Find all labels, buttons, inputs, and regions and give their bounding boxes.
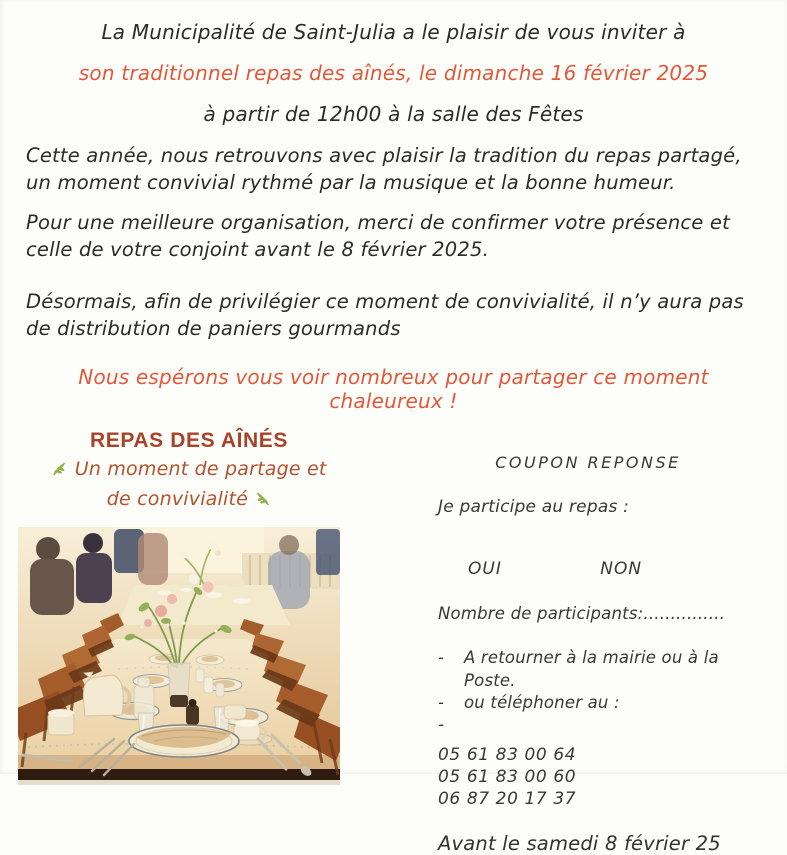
repas-title: REPAS DES AÎNÉS	[89, 429, 289, 453]
participants-label: Nombre de participants:...............	[438, 604, 726, 624]
coupon-title: COUPON REPONSE	[495, 453, 681, 473]
leaf-sprig-icon	[51, 459, 68, 486]
option-non: NON	[600, 559, 643, 580]
instruction-item	[438, 714, 763, 736]
options-row	[438, 559, 763, 579]
phone-number: 06 87 20 17 37	[438, 789, 577, 810]
deadline-text: Avant le samedi 8 février 25	[438, 832, 721, 855]
instruction-text: ou téléphoner au :	[464, 692, 620, 712]
dash-marker: -	[438, 714, 445, 734]
option-oui: OUI	[468, 559, 502, 580]
highlight-line: Nous espérons vous voir nombreux pour partager ce moment chaleureux !	[78, 365, 709, 414]
paragraph-paniers: Désormais, afin de privilégier ce moment de convivialité, il n’y aura pas de distribution de paniers gourmands	[26, 289, 744, 340]
instruction-item	[438, 647, 763, 691]
time-place-line: à partir de 12h00 à la salle des Fêtes	[203, 102, 584, 126]
paragraph-confirmation: Pour une meilleure organisation, merci de confirmer votre présence et celle de votre conjoint avant le 8 février 2025.	[26, 210, 730, 261]
bottom-section	[24, 425, 763, 855]
invitation-line: La Municipalité de Saint-Julia a le plaisir de vous inviter à	[101, 20, 686, 44]
coupon-section	[354, 425, 763, 855]
instructions-list	[438, 647, 763, 735]
leaf-sprig-icon	[254, 489, 271, 516]
phone-number: 05 61 83 00 64	[438, 744, 577, 765]
phone-number: 05 61 83 00 60	[438, 766, 577, 787]
participate-label: Je participe au repas :	[438, 497, 630, 518]
event-date-line: son traditionnel repas des aînés, le dimanche 16 février 2025	[78, 61, 709, 85]
table-photo	[18, 527, 354, 785]
left-panel	[24, 425, 354, 855]
paragraph-tradition: Cette année, nous retrouvons avec plaisir la tradition du repas partagé, un moment convivial rythmé par la musique et la bonne humeur.	[26, 144, 742, 194]
body-text	[24, 143, 763, 342]
phone-list	[438, 744, 763, 810]
dash-marker: -	[438, 692, 445, 712]
repas-subtitle	[24, 456, 354, 516]
dash-marker: -	[438, 648, 445, 668]
repas-subtitle-text: Un moment de partage et de convivialité	[74, 458, 327, 511]
instruction-text: A retourner à la mairie ou à la Poste.	[464, 648, 719, 690]
instruction-item	[438, 692, 763, 714]
header	[24, 20, 763, 126]
